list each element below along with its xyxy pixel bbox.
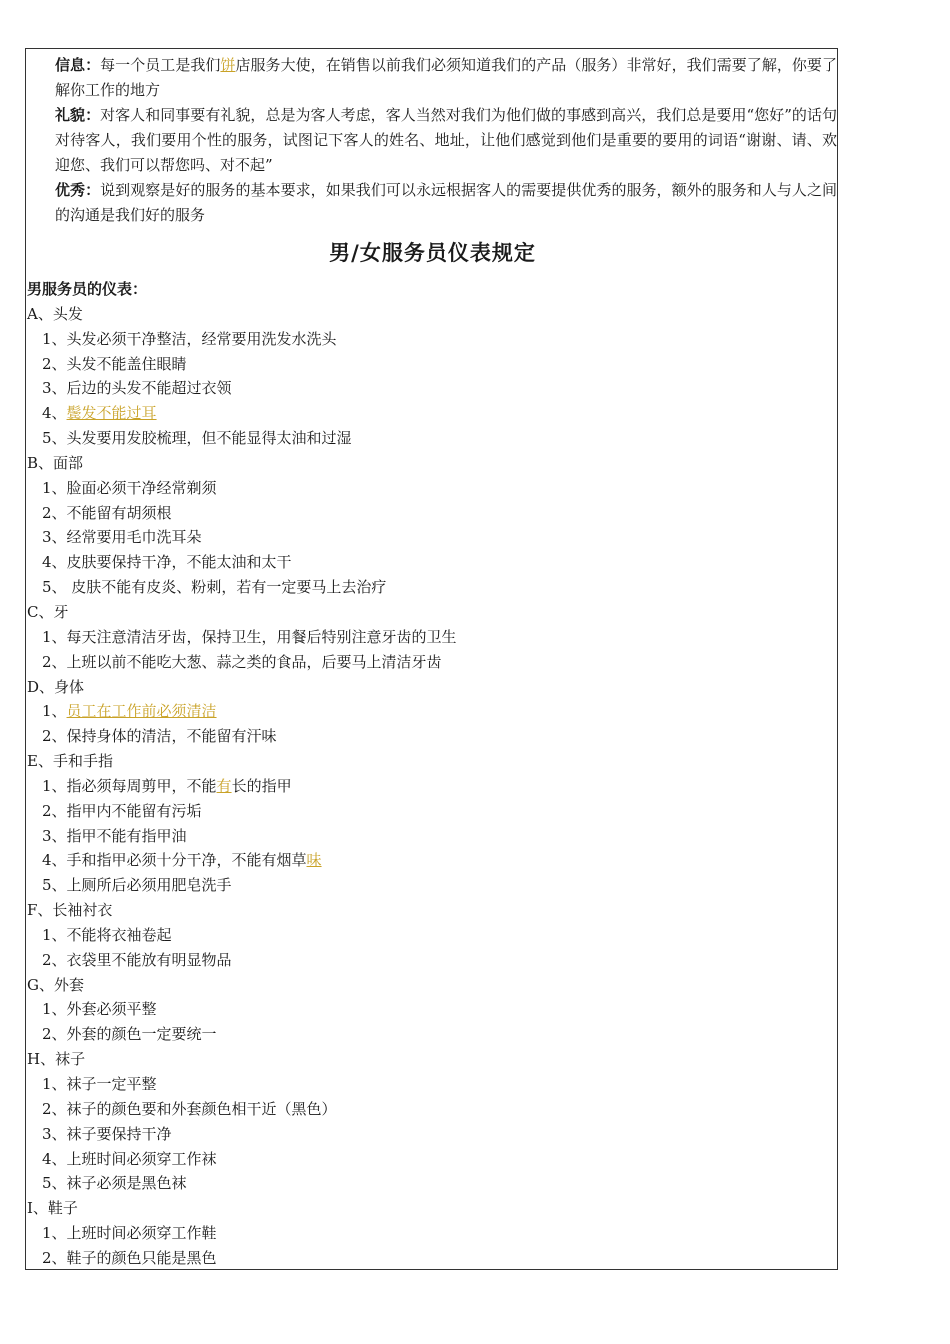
line-text: E、手和手指 <box>27 752 113 771</box>
rule-item <box>27 724 827 749</box>
line-text: 2、头发不能盖住眼睛 <box>42 354 187 373</box>
rule-item <box>27 1171 827 1196</box>
rule-category <box>27 302 827 327</box>
paragraph-term: 信息： <box>55 56 101 74</box>
paragraph-text: 对客人和同事要有礼貌，总是为客人考虑，客人当然对我们为他们做的事感到高兴，我们总是要用“您好”的话句对待客人，我们要用个性的服务，试图记下客人的姓名、地址，让他们感觉到他们是重要的要用的词语“谢谢、请、欢迎您、我们可以帮您吗、对不起” <box>55 106 837 174</box>
rule-item <box>27 525 827 550</box>
line-text: C、牙 <box>27 602 69 621</box>
highlighted-text: 有 <box>216 776 232 795</box>
line-text: D、身体 <box>27 677 85 696</box>
line-text: 5、头发要用发胶梳理，但不能显得太油和过湿 <box>42 429 352 448</box>
section-heading: 男服务员的仪表： <box>27 280 148 298</box>
line-text: 1、外套必须平整 <box>42 1000 157 1019</box>
rule-item <box>27 650 827 675</box>
line-text: 2、袜子的颜色要和外套颜色相干近（黑色） <box>42 1099 337 1118</box>
rule-item <box>27 699 827 724</box>
line-text: 1、 <box>42 702 67 721</box>
rule-item <box>27 848 827 873</box>
document-title: 男/女服务员仪表规定 <box>329 240 536 265</box>
rule-item <box>27 625 827 650</box>
rule-category <box>27 973 827 998</box>
line-text: 3、经常要用毛巾洗耳朵 <box>42 528 202 547</box>
rule-category <box>27 1047 827 1072</box>
line-text: 4、 <box>42 404 67 423</box>
line-text: H、袜子 <box>27 1050 86 1069</box>
rule-category <box>27 675 827 700</box>
rule-item <box>27 923 827 948</box>
rule-category <box>27 451 827 476</box>
line-text: 2、外套的颜色一定要统一 <box>42 1025 217 1044</box>
line-text: 长的指甲 <box>231 776 292 795</box>
rule-item <box>27 997 827 1022</box>
line-text: 1、不能将衣袖卷起 <box>42 925 172 944</box>
rule-item <box>27 401 827 426</box>
intro-paragraph <box>55 103 837 178</box>
rule-item <box>27 1221 827 1246</box>
line-text: 1、脸面必须干净经常剃须 <box>42 478 217 497</box>
rule-item <box>27 774 827 799</box>
rule-item <box>27 1097 827 1122</box>
line-text: 2、衣袋里不能放有明显物品 <box>42 950 232 969</box>
line-text: 4、皮肤要保持干净，不能太油和太干 <box>42 553 292 572</box>
highlighted-text: 员工在工作前必须清洁 <box>66 702 217 721</box>
line-text: 2、不能留有胡须根 <box>42 503 172 522</box>
line-text: 3、后边的头发不能超过衣领 <box>42 379 232 398</box>
paragraph-text: 每一个员工是我们 <box>100 56 221 74</box>
rule-category <box>27 749 827 774</box>
rule-item <box>27 873 827 898</box>
highlighted-text: 饼 <box>220 56 236 74</box>
line-text: 1、上班时间必须穿工作鞋 <box>42 1224 217 1243</box>
rules-section <box>27 277 827 1271</box>
paragraph-text: 店服务大使，在销售以前我们必须知道我们的产品（服务）非常好，我们需要了解，你要了解你工作的地方 <box>55 56 837 99</box>
rule-item <box>27 376 827 401</box>
line-text: 1、袜子一定平整 <box>42 1075 157 1093</box>
line-text: 1、每天注意清洁牙齿，保持卫生，用餐后特别注意牙齿的卫生 <box>42 627 457 646</box>
line-text: 5、袜子必须是黑色袜 <box>42 1174 187 1193</box>
rule-item <box>27 1147 827 1172</box>
rule-item <box>27 1246 827 1271</box>
line-text: 4、上班时间必须穿工作袜 <box>42 1149 217 1168</box>
highlighted-text: 味 <box>306 851 322 870</box>
rule-item <box>27 501 827 526</box>
rule-item <box>27 426 827 451</box>
line-text: 2、上班以前不能吃大葱、蒜之类的食品，后要马上清洁牙齿 <box>42 652 442 671</box>
line-text: 1、头发必须干净整洁，经常要用洗发水洗头 <box>42 329 337 348</box>
line-text: 3、指甲不能有指甲油 <box>42 826 187 845</box>
line-text: A、头发 <box>27 304 83 323</box>
rule-item <box>27 799 827 824</box>
line-text: B、面部 <box>27 453 84 472</box>
rule-item <box>27 550 827 575</box>
highlighted-text: 鬓发不能过耳 <box>66 404 157 423</box>
line-text: F、长袖衬衣 <box>27 901 113 920</box>
line-text: 3、袜子要保持干净 <box>42 1124 172 1143</box>
intro-section <box>55 53 837 228</box>
rule-category <box>27 600 827 625</box>
line-text: 5、上厕所后必须用肥皂洗手 <box>42 876 232 895</box>
rule-item <box>27 1122 827 1147</box>
paragraph-term: 礼貌： <box>55 106 101 124</box>
intro-paragraph <box>55 178 837 228</box>
paragraph-text: 说到观察是好的服务的基本要求，如果我们可以永远根据客人的需要提供优秀的服务，额外的服务和人与人之间的沟通是我们好的服务 <box>55 181 837 224</box>
rule-item <box>27 352 827 377</box>
line-text: 2、鞋子的颜色只能是黑色 <box>42 1248 217 1267</box>
line-text: 2、指甲内不能留有污垢 <box>42 801 202 820</box>
rule-item <box>27 824 827 849</box>
rule-item <box>27 1022 827 1047</box>
line-text: 4、手和指甲必须十分干净，不能有烟草 <box>42 851 307 870</box>
line-text: G、外套 <box>27 975 84 994</box>
line-text: 1、指必须每周剪甲，不能 <box>42 776 217 795</box>
document-frame <box>25 48 838 1270</box>
rule-category <box>27 898 827 923</box>
line-text: 5、 皮肤不能有皮炎、粉刺，若有一定要马上去治疗 <box>42 578 387 597</box>
paragraph-term: 优秀： <box>55 181 101 199</box>
rule-item <box>27 575 827 600</box>
line-text: 2、保持身体的清洁，不能留有汗味 <box>42 727 277 746</box>
rule-item <box>27 476 827 501</box>
rule-item <box>27 948 827 973</box>
rule-category <box>27 1196 827 1221</box>
rule-item <box>27 327 827 352</box>
intro-paragraph <box>55 53 837 103</box>
line-text: I、鞋子 <box>27 1199 78 1218</box>
rule-item <box>27 1072 827 1097</box>
